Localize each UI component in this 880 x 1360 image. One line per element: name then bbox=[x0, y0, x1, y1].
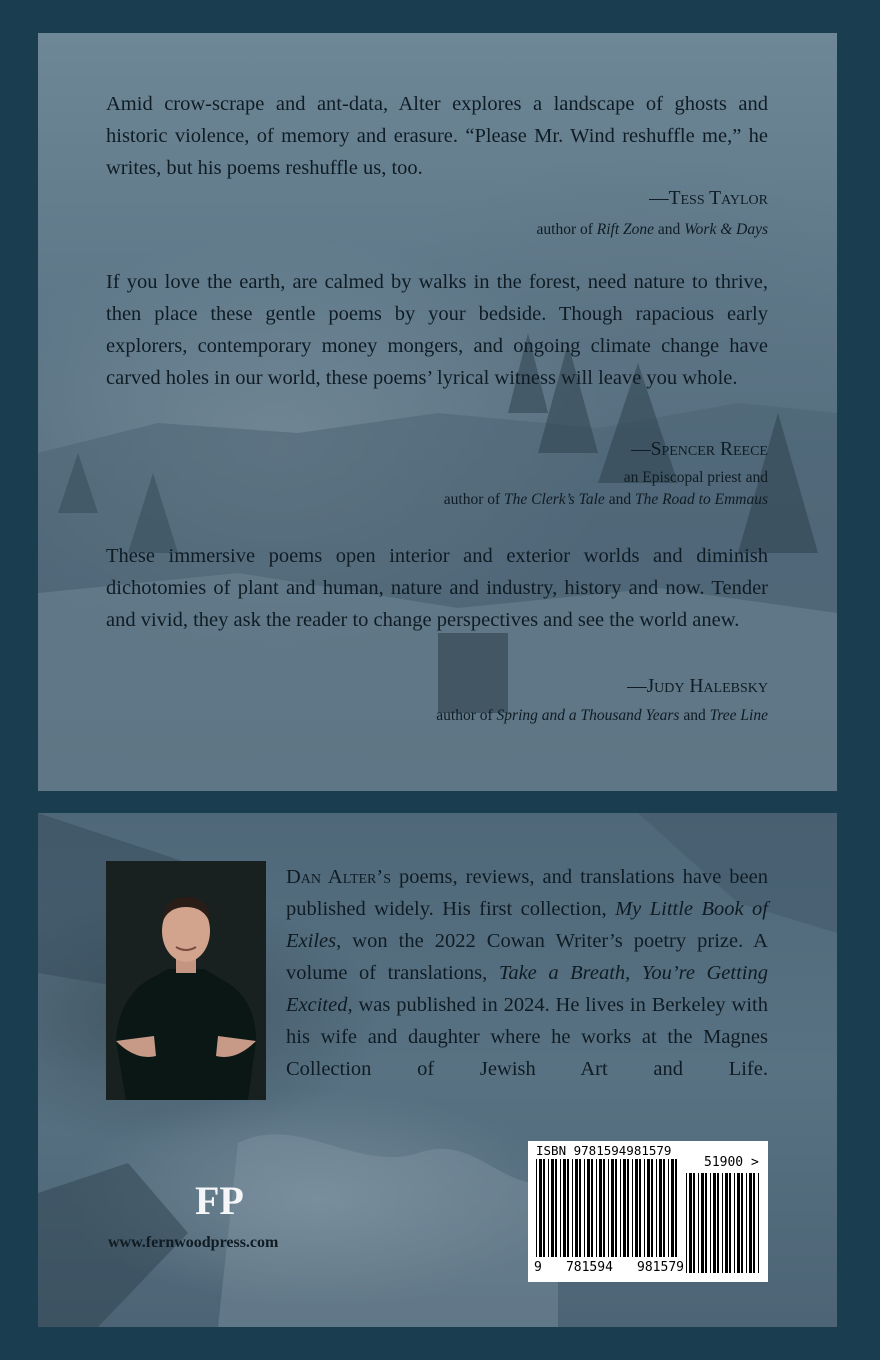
barcode-bar bbox=[587, 1159, 590, 1257]
barcode-bar bbox=[753, 1173, 755, 1273]
barcode-bar bbox=[675, 1159, 677, 1257]
barcode-bar bbox=[710, 1173, 711, 1273]
blurb-author-3 bbox=[627, 675, 768, 699]
blurb-credit-1 bbox=[537, 219, 768, 241]
author-panel bbox=[38, 813, 837, 1327]
barcode-bar bbox=[686, 1173, 687, 1273]
blurb-quote-3: These immersive poems open interior and exterior worlds and diminish dichotomies of plant and human, nature and industry, history and now. Tender and vivid, they ask the reader to change perspectives and see the world anew. bbox=[106, 545, 768, 631]
barcode-bar bbox=[623, 1159, 626, 1257]
barcode-bar bbox=[734, 1173, 735, 1273]
blurb-credit-2 bbox=[444, 467, 768, 511]
barcode-bar bbox=[620, 1159, 621, 1257]
barcode-bar bbox=[671, 1159, 674, 1257]
barcode-bar bbox=[656, 1159, 657, 1257]
author-name: —Spencer Reece bbox=[631, 439, 768, 460]
barcode-bar bbox=[579, 1159, 581, 1257]
barcode-bar bbox=[722, 1173, 723, 1273]
barcode-bar bbox=[746, 1173, 747, 1273]
barcode-bar bbox=[563, 1159, 566, 1257]
barcode-bar bbox=[584, 1159, 585, 1257]
blurb-credit-3 bbox=[436, 705, 768, 727]
barcode-bar bbox=[635, 1159, 638, 1257]
barcode-bar bbox=[560, 1159, 561, 1257]
barcode-bar bbox=[729, 1173, 731, 1273]
barcode-bar bbox=[615, 1159, 617, 1257]
barcode-bar bbox=[659, 1159, 662, 1257]
barcode-bar bbox=[701, 1173, 704, 1273]
author-photo bbox=[106, 861, 266, 1100]
barcode-bar bbox=[741, 1173, 743, 1273]
barcode-bar bbox=[651, 1159, 653, 1257]
barcode-digit-group: 781594 bbox=[565, 1260, 613, 1275]
barcode-bar bbox=[627, 1159, 629, 1257]
author-name: Dan Alter’s bbox=[286, 866, 392, 888]
barcode-bar bbox=[611, 1159, 614, 1257]
barcode-bar bbox=[713, 1173, 716, 1273]
barcode-bar bbox=[632, 1159, 633, 1257]
barcode-digit-group: 9 bbox=[534, 1260, 542, 1275]
barcode-bar bbox=[543, 1159, 545, 1257]
barcode-bar bbox=[663, 1159, 665, 1257]
barcode-bar bbox=[668, 1159, 669, 1257]
barcode-bar bbox=[644, 1159, 645, 1257]
publisher-website[interactable]: www.fernwoodpress.com bbox=[108, 1234, 279, 1251]
barcode-bar bbox=[693, 1173, 695, 1273]
barcode-bar bbox=[567, 1159, 569, 1257]
barcode-bar bbox=[705, 1173, 707, 1273]
credit-line: author of Rift Zone and Work & Days bbox=[536, 221, 768, 238]
barcode-bar bbox=[603, 1159, 605, 1257]
barcode-bar bbox=[608, 1159, 609, 1257]
barcode-bar bbox=[599, 1159, 602, 1257]
barcode-bar bbox=[717, 1173, 719, 1273]
isbn-label: ISBN 9781594981579 bbox=[536, 1143, 672, 1158]
publisher-logo bbox=[195, 1174, 244, 1223]
barcode-bar bbox=[575, 1159, 578, 1257]
blurb-author-2 bbox=[631, 438, 768, 462]
barcode-bar bbox=[689, 1173, 692, 1273]
barcode-bar bbox=[749, 1173, 752, 1273]
author-name: —Judy Halebsky bbox=[627, 676, 768, 697]
barcode-bar bbox=[647, 1159, 650, 1257]
author-bio: Dan Alter’s poems, reviews, and translations have been published widely. His first collection, My Little Book of Exiles, won the 2022 Cowan Writer’s poetry prize. A volume of translations, Take a Breath, You’re Getting Excited, was published in 2024. He lives in Berkeley with his wife and daughter where he works at the Magnes Collection of Jewish Art and Life. bbox=[286, 866, 768, 1080]
barcode-bar bbox=[737, 1173, 740, 1273]
barcode-bar bbox=[725, 1173, 728, 1273]
barcode-bar bbox=[536, 1159, 537, 1257]
credit-line: an Episcopal priest and bbox=[623, 469, 768, 486]
barcode-bar bbox=[539, 1159, 542, 1257]
blurbs-panel bbox=[38, 33, 837, 791]
barcode-bar bbox=[591, 1159, 593, 1257]
author-portrait-image bbox=[106, 861, 266, 1100]
barcode-bar bbox=[548, 1159, 549, 1257]
credit-line: author of Spring and a Thousand Years and Tree Line bbox=[436, 707, 768, 724]
barcode-bar bbox=[758, 1173, 759, 1273]
barcode-digits bbox=[534, 1260, 684, 1275]
barcode-digit-group: 981579 bbox=[637, 1260, 684, 1275]
blurb-quote-1: Amid crow-scrape and ant-data, Alter explores a landscape of ghosts and historic violence, of memory and erasure. “Please Mr. Wind reshuffle me,” he writes, but his poems reshuffle us, too. bbox=[106, 93, 768, 179]
barcode-bar bbox=[551, 1159, 554, 1257]
barcode-bar bbox=[596, 1159, 597, 1257]
barcode-bar bbox=[698, 1173, 699, 1273]
blurb-author-1 bbox=[649, 187, 768, 211]
price-code: 51900 > bbox=[704, 1155, 759, 1170]
blurb-quote-2: If you love the earth, are calmed by walks in the forest, need nature to thrive, then place these gentle poems by your bedside. Though rapacious early explorers, contemporary money mongers, and ongoing climate change have carved holes in our world, these poems’ lyrical witness will leave you whole. bbox=[106, 271, 768, 389]
barcode-bar bbox=[639, 1159, 641, 1257]
barcode-bar bbox=[555, 1159, 557, 1257]
barcode-bar bbox=[572, 1159, 573, 1257]
credit-line: author of The Clerk’s Tale and The Road to Emmaus bbox=[443, 491, 768, 508]
author-name: —Tess Taylor bbox=[649, 188, 768, 209]
publisher-logo-letters: FP bbox=[195, 1178, 244, 1223]
isbn-barcode bbox=[528, 1141, 768, 1282]
